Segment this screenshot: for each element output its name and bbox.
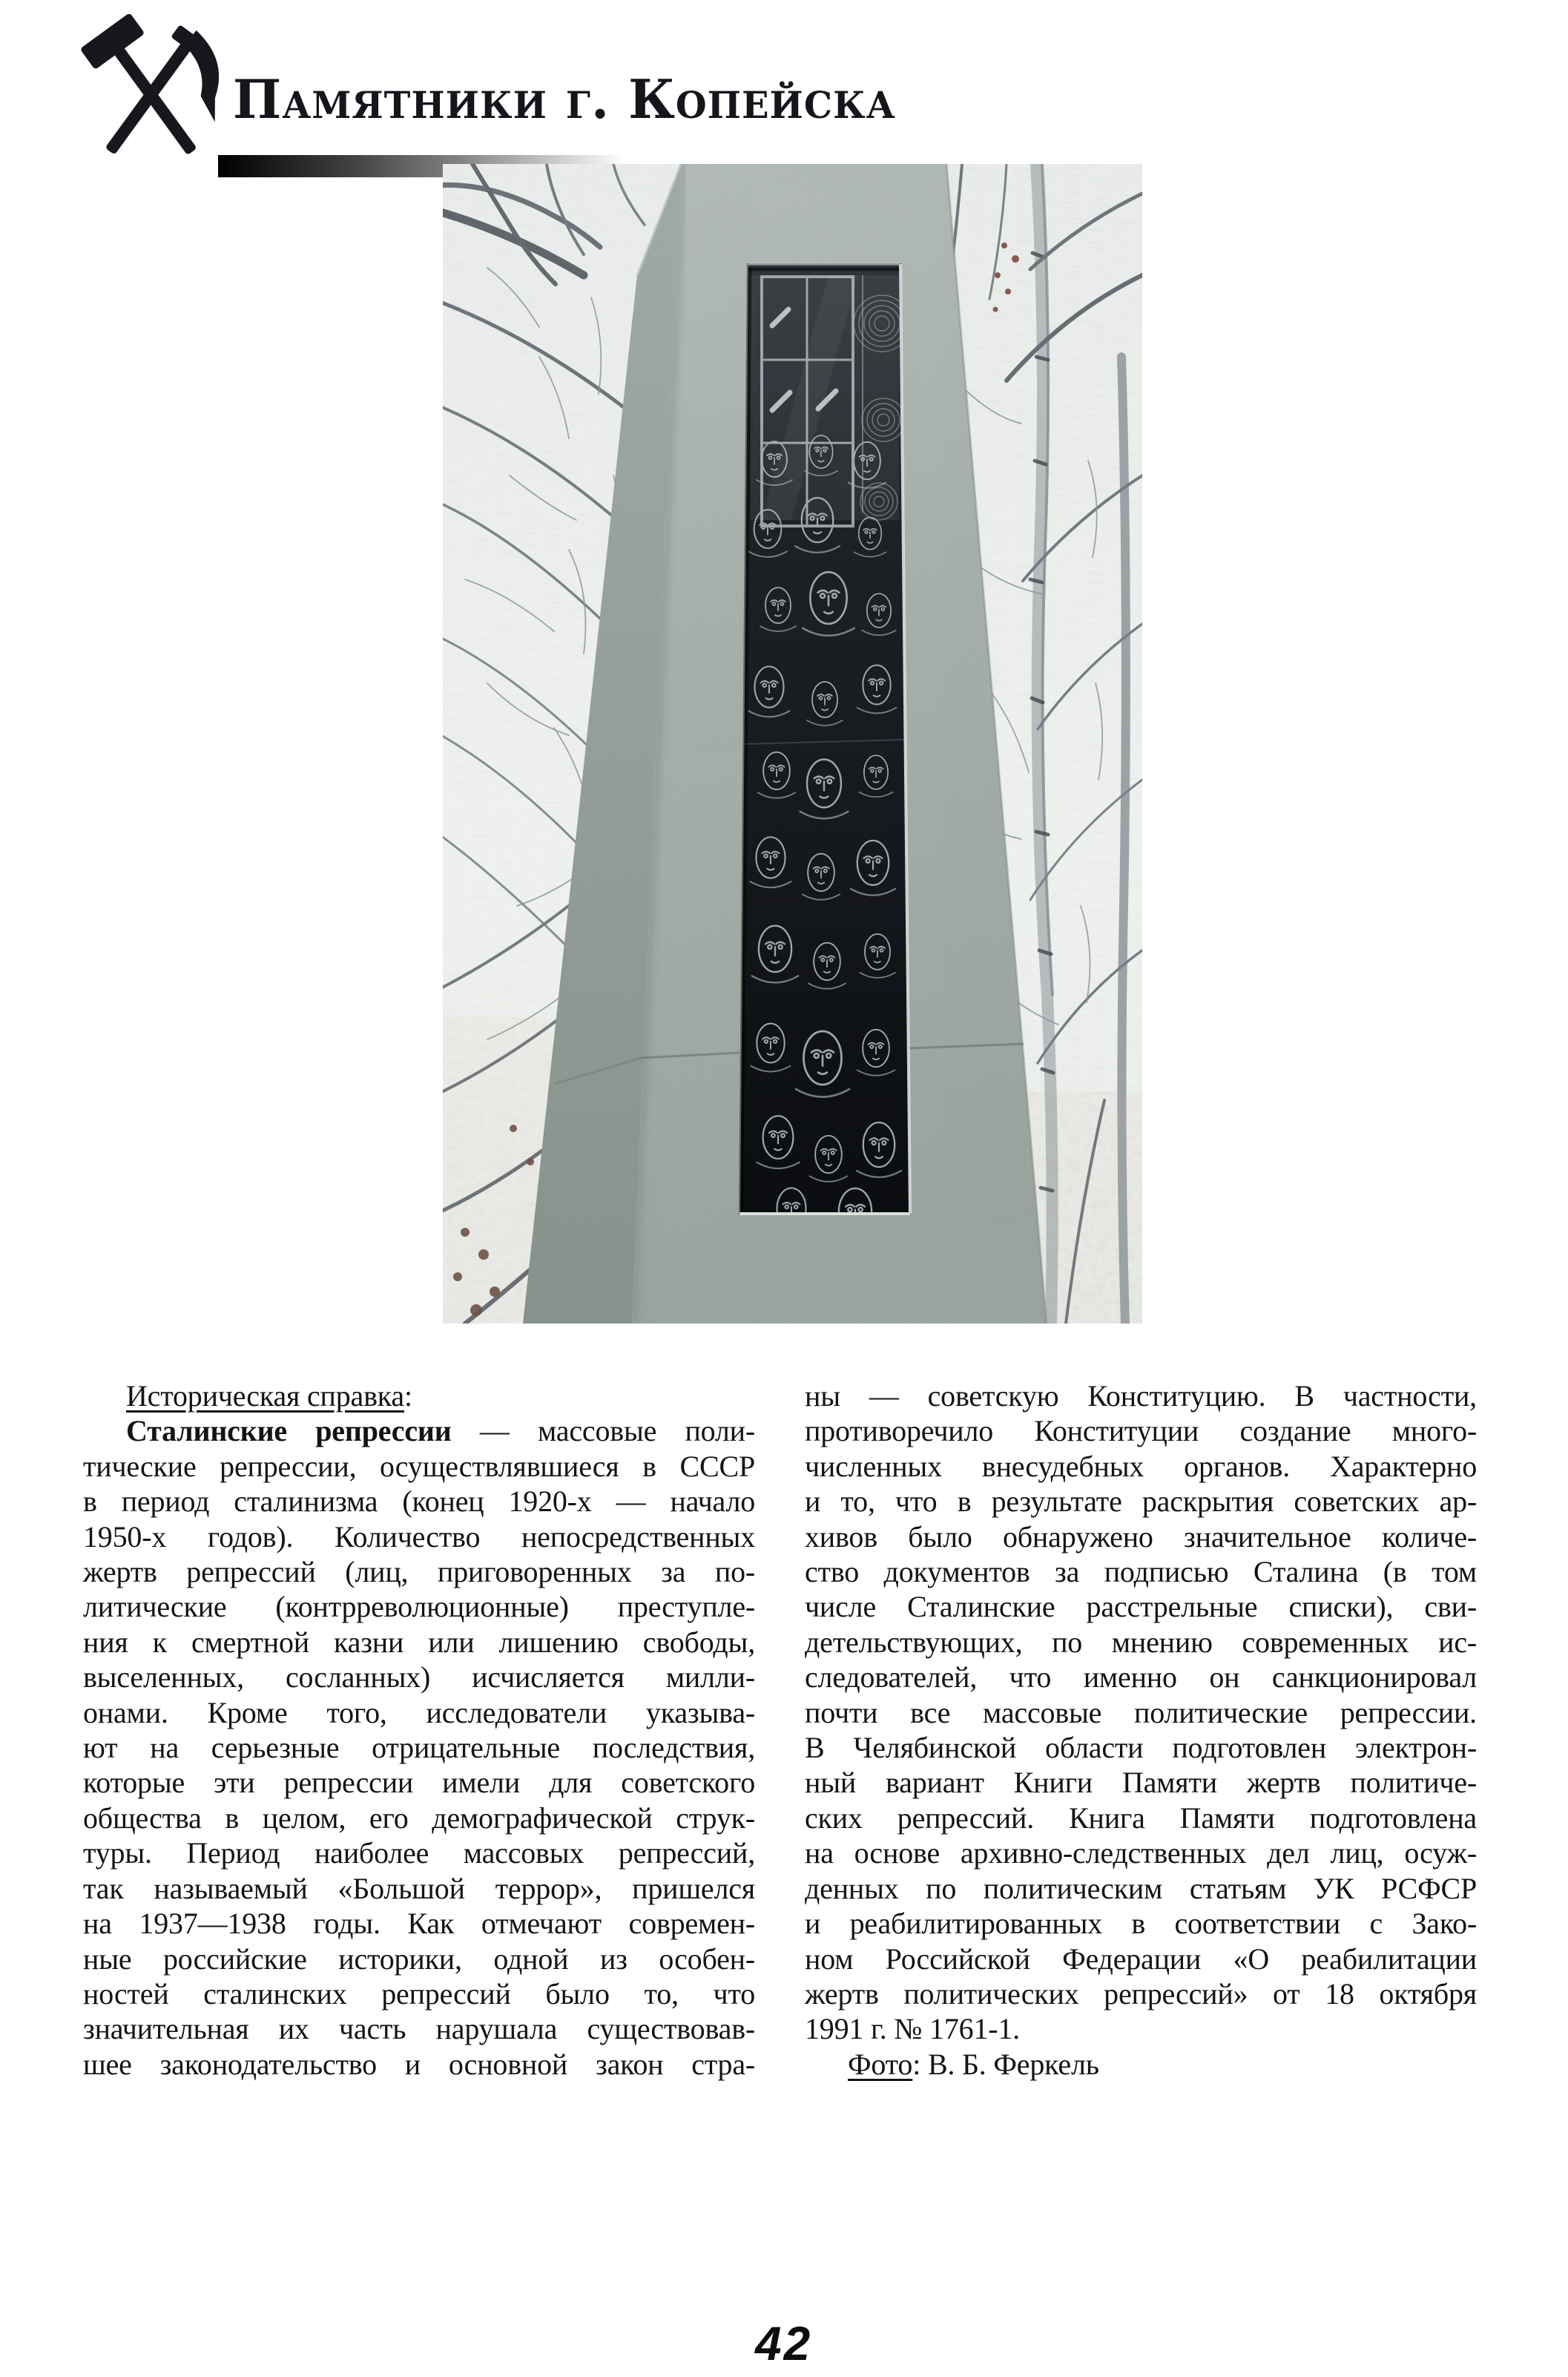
text-line: ный вариант Книги Памяти жертв политиче- <box>805 1766 1477 1800</box>
text-line: Историческая справка: <box>126 1379 412 1413</box>
text-line: ния к смертной казни или лишению свободы, <box>83 1625 755 1659</box>
text-line: численных внесудебных органов. Характерно <box>805 1449 1477 1483</box>
text-line: 1950-х годов). Количество непосредственных <box>83 1519 755 1554</box>
text-line: ны — советскую Конституцию. В частности, <box>805 1379 1477 1413</box>
text-line: почти все массовые политические репрессии. <box>805 1695 1477 1729</box>
text-line: и реабилитированных в соответствии с Зако- <box>805 1907 1477 1941</box>
text-line: ство документов за подписью Сталина (в том <box>805 1555 1477 1589</box>
text-line: тические репрессии, осуществлявшиеся в СССР <box>83 1449 755 1483</box>
text-line: так называемый «Большой террор», пришелся <box>83 1871 755 1905</box>
text-line: В Челябинской области подготовлен электрон- <box>805 1731 1477 1765</box>
text-line: жертв политических репрессий» от 18 октября <box>805 1976 1477 2011</box>
text-line: онами. Кроме того, исследователи указыва- <box>83 1695 755 1729</box>
text-line: жертв репрессий (лиц, приговоренных за по- <box>83 1555 755 1589</box>
text-line: хивов было обнаружено значительное количе- <box>805 1519 1477 1554</box>
text-line: ностей сталинских репрессий было то, что <box>83 1976 755 2011</box>
text-line: которые эти репрессии имели для советского <box>83 1766 755 1800</box>
text-line: денных по политическим статьям УК РСФСР <box>805 1871 1477 1905</box>
text-column-right <box>805 1378 1477 2082</box>
page-title: Памятники г. Копейска <box>233 68 896 131</box>
text-line: на 1937—1938 годы. Как отмечают современ- <box>83 1907 755 1941</box>
text-line: и то, что в результате раскрытия советских ар- <box>805 1485 1477 1519</box>
engraved-panel <box>739 264 910 1246</box>
text-line: противоречило Конституции создание много- <box>805 1414 1477 1448</box>
text-line: следователей, что именно он санкционировал <box>805 1660 1477 1694</box>
text-line: ном Российской Федерации «О реабилитации <box>805 1942 1477 1976</box>
text-line: Фото: В. Б. Феркель <box>848 2047 1099 2081</box>
text-line: туры. Период наиболее массовых репрессий, <box>83 1836 755 1870</box>
text-line: числе Сталинские расстрельные списки), сви- <box>805 1590 1477 1624</box>
text-line: значительная их часть нарушала существовав- <box>83 2012 755 2046</box>
hammer-and-pick-icon <box>74 12 228 174</box>
text-line: на основе архивно-следственных дел лиц, осуж- <box>805 1836 1477 1870</box>
text-line: литические (контрреволюционные) преступле- <box>83 1590 755 1624</box>
page-number: 42 <box>755 2317 813 2370</box>
text-line: общества в целом, его демографической струк- <box>83 1801 755 1835</box>
text-line: ные российские историки, одной из особен- <box>83 1942 755 1976</box>
text-line: ют на серьезные отрицательные последствия, <box>83 1731 755 1765</box>
text-line: Сталинские репрессии — массовые поли- <box>126 1414 756 1448</box>
text-column-left <box>83 1378 755 2082</box>
text-line: детельствующих, по мнению современных ис- <box>805 1625 1477 1659</box>
text-line: 1991 г. № 1761-1. <box>805 2012 1020 2046</box>
text-line: в период сталинизма (конец 1920-х — начало <box>83 1485 755 1519</box>
text-line: ских репрессий. Книга Памяти подготовлена <box>805 1801 1477 1835</box>
text-line: шее законодательство и основной закон стра- <box>83 2047 755 2081</box>
text-line: выселенных, сосланных) исчисляется милли- <box>83 1660 755 1694</box>
obelisk-monument-photo <box>443 164 1142 1324</box>
